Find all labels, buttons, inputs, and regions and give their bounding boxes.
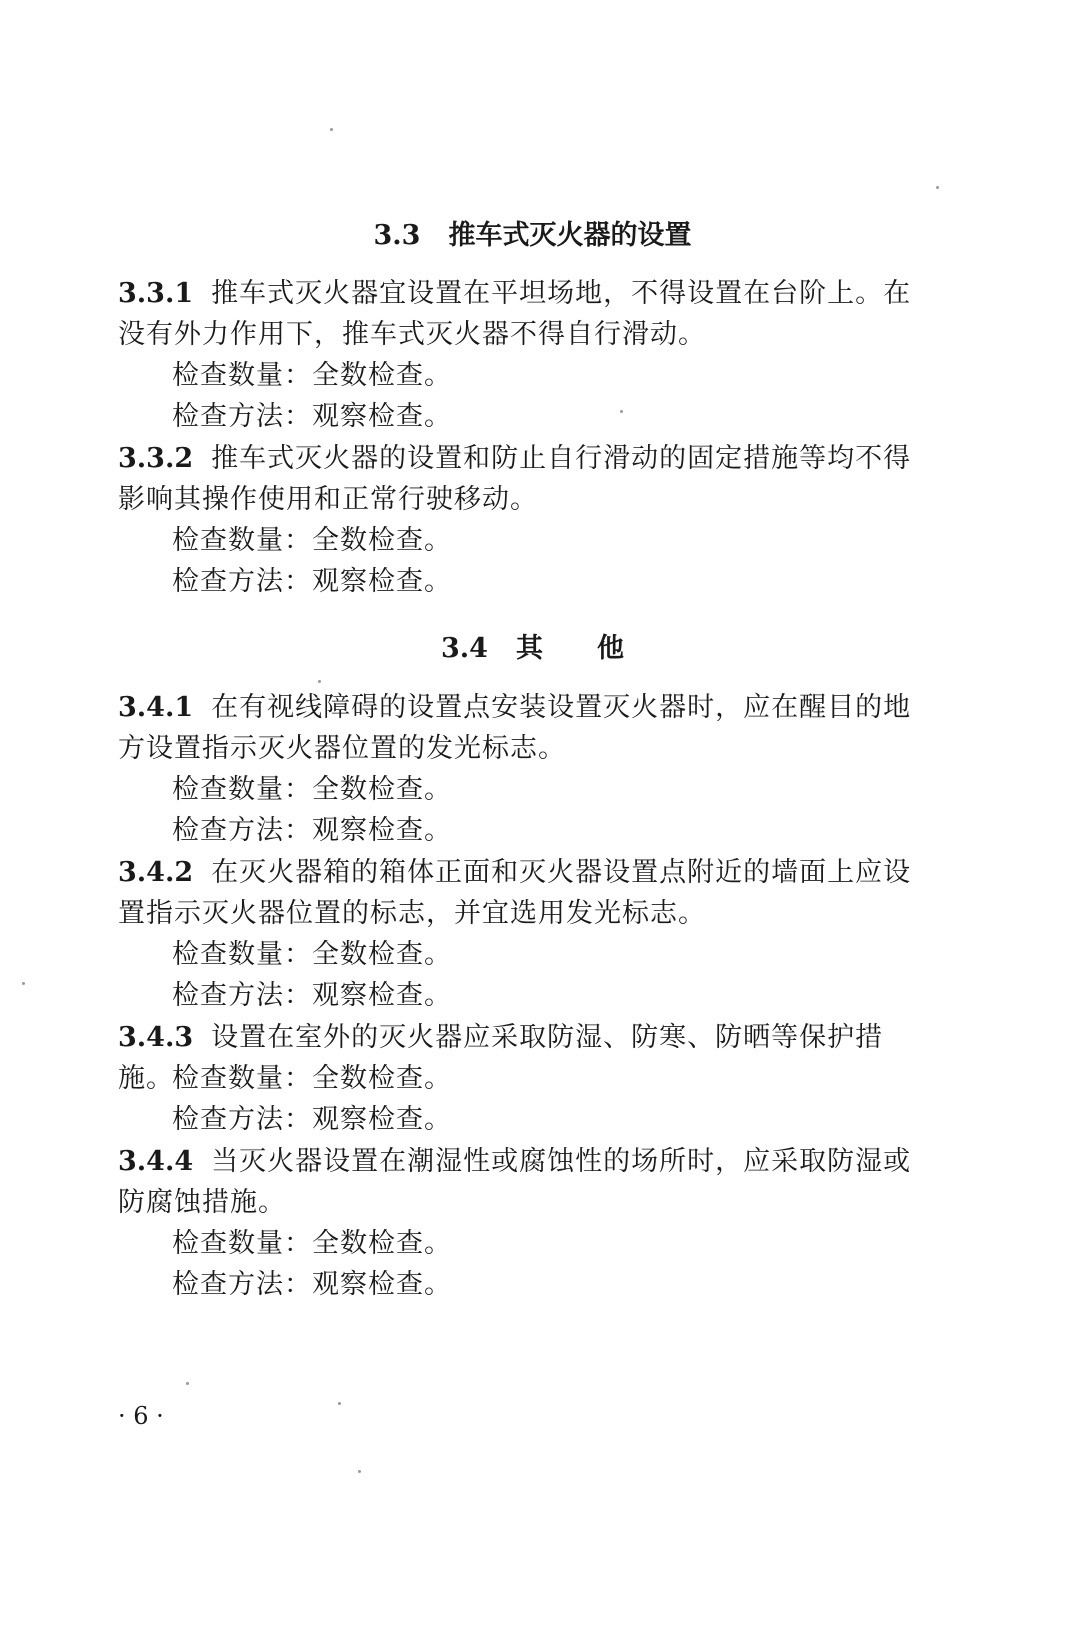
clause-text: 推车式灭火器宜设置在平坦场地，不得设置在台阶上。在没有外力作用下，推车式灭火器不得自行滑动。: [118, 278, 912, 350]
clause-number: 3.4.2: [118, 857, 194, 888]
check-quantity: 检查数量：全数检查。: [172, 360, 452, 391]
clause-number: 3.3.1: [118, 278, 194, 309]
section-number: 3.4: [441, 633, 488, 664]
section-number: 3.3: [373, 220, 421, 251]
scan-speck: [318, 680, 321, 683]
clause-number: 3.4.1: [118, 692, 194, 723]
scan-speck: [620, 410, 623, 413]
clause-3-3-1: [118, 273, 928, 355]
scan-speck: [338, 1402, 341, 1405]
clause-text: 当灭火器设置在潮湿性或腐蚀性的场所时，应采取防湿或防腐蚀措施。: [118, 1146, 912, 1218]
check-quantity: 检查数量：全数检查。: [172, 1063, 452, 1094]
clause-text: 在有视线障碍的设置点安装设置灭火器时，应在醒目的地方设置指示灭火器位置的发光标志。: [118, 692, 912, 764]
scan-speck: [936, 186, 939, 189]
section-heading-3-3: [0, 213, 1065, 252]
clause-3-3-2: [118, 438, 928, 520]
check-method: 检查方法：观察检查。: [172, 815, 452, 846]
scan-speck: [22, 982, 25, 985]
scan-speck: [186, 1382, 189, 1385]
page-number: · 6 ·: [118, 1402, 164, 1430]
check-method: 检查方法：观察检查。: [172, 1269, 452, 1300]
check-method: 检查方法：观察检查。: [172, 980, 452, 1011]
clause-text: 推车式灭火器的设置和防止自行滑动的固定措施等均不得影响其操作使用和正常行驶移动。: [118, 443, 912, 515]
check-method: 检查方法：观察检查。: [172, 566, 452, 597]
clause-3-4-2: [118, 852, 928, 934]
clause-number: 3.4.4: [118, 1146, 194, 1177]
clause-number: 3.3.2: [118, 443, 194, 474]
section-title: 其 他: [515, 633, 624, 664]
check-method: 检查方法：观察检查。: [172, 401, 452, 432]
check-quantity: 检查数量：全数检查。: [172, 939, 452, 970]
section-title: 推车式灭火器的设置: [448, 220, 692, 251]
section-heading-3-4: [0, 626, 1065, 665]
clause-number: 3.4.3: [118, 1022, 194, 1053]
check-quantity: 检查数量：全数检查。: [172, 525, 452, 556]
check-method: 检查方法：观察检查。: [172, 1104, 452, 1135]
clause-3-4-4: [118, 1141, 928, 1223]
clause-text: 设置在室外的灭火器应采取防湿、防寒、防晒等保护措施。: [118, 1022, 884, 1094]
scan-speck: [330, 128, 333, 131]
check-quantity: 检查数量：全数检查。: [172, 774, 452, 805]
scan-speck: [358, 1470, 361, 1473]
clause-3-4-1: [118, 687, 928, 769]
check-quantity: 检查数量：全数检查。: [172, 1228, 452, 1259]
clause-text: 在灭火器箱的箱体正面和灭火器设置点附近的墙面上应设置指示灭火器位置的标志，并宜选用发光标志。: [118, 857, 912, 929]
